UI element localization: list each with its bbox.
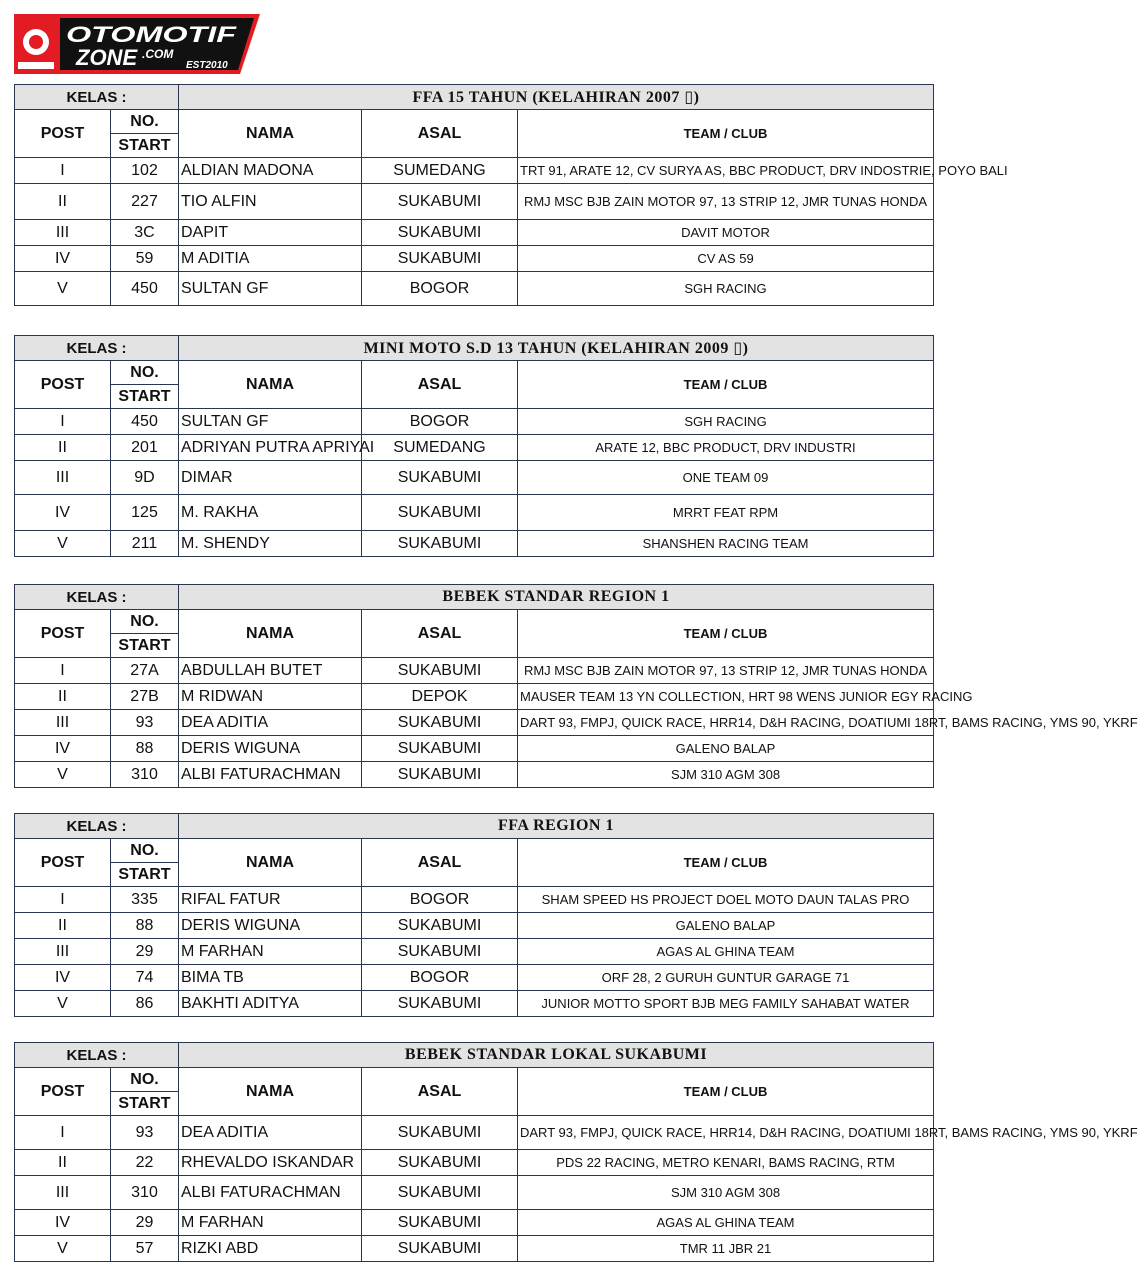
header-team: TEAM / CLUB: [518, 361, 934, 409]
header-start: START: [111, 634, 179, 658]
team-club-cell: SJM 310 AGM 308: [518, 762, 934, 788]
start-number-cell: 310: [111, 762, 179, 788]
rider-name-cell: ABDULLAH BUTET: [179, 658, 362, 684]
rider-name-cell: RHEVALDO ISKANDAR: [179, 1150, 362, 1176]
svg-text:.COM: .COM: [142, 47, 174, 61]
origin-cell: SUKABUMI: [362, 1176, 518, 1210]
start-number-cell: 86: [111, 991, 179, 1017]
team-club-cell: GALENO BALAP: [518, 736, 934, 762]
table-row: [15, 184, 934, 220]
table-row: [15, 762, 934, 788]
rider-name-cell: DEA ADITIA: [179, 710, 362, 736]
header-nama: NAMA: [179, 839, 362, 887]
column-header-row: [15, 839, 934, 863]
start-number-cell: 27B: [111, 684, 179, 710]
header-start: START: [111, 1092, 179, 1116]
svg-text:EST2010: EST2010: [186, 60, 228, 71]
team-club-cell: DAVIT MOTOR: [518, 220, 934, 246]
team-club-cell: SJM 310 AGM 308: [518, 1176, 934, 1210]
position-cell: IV: [15, 1210, 111, 1236]
start-number-cell: 211: [111, 531, 179, 557]
svg-text:ZONE: ZONE: [76, 45, 138, 70]
header-no: NO.: [111, 610, 179, 634]
team-club-cell: ORF 28, 2 GURUH GUNTUR GARAGE 71: [518, 965, 934, 991]
table-row: [15, 684, 934, 710]
position-cell: III: [15, 461, 111, 495]
origin-cell: SUKABUMI: [362, 1116, 518, 1150]
origin-cell: SUKABUMI: [362, 246, 518, 272]
team-club-cell: SHANSHEN RACING TEAM: [518, 531, 934, 557]
table-row: [15, 1116, 934, 1150]
rider-name-cell: DIMAR: [179, 461, 362, 495]
start-number-cell: 57: [111, 1236, 179, 1262]
kelas-label: KELAS :: [15, 85, 179, 110]
rider-name-cell: DAPIT: [179, 220, 362, 246]
start-number-cell: 59: [111, 246, 179, 272]
header-no: NO.: [111, 1068, 179, 1092]
rider-name-cell: M RIDWAN: [179, 684, 362, 710]
origin-cell: SUKABUMI: [362, 531, 518, 557]
start-number-cell: 450: [111, 409, 179, 435]
rider-name-cell: M FARHAN: [179, 939, 362, 965]
header-asal: ASAL: [362, 610, 518, 658]
origin-cell: SUKABUMI: [362, 991, 518, 1017]
class-name: BEBEK STANDAR LOKAL SUKABUMI: [179, 1043, 934, 1068]
table-row: [15, 913, 934, 939]
origin-cell: SUKABUMI: [362, 1150, 518, 1176]
table-row: [15, 887, 934, 913]
position-cell: II: [15, 913, 111, 939]
origin-cell: DEPOK: [362, 684, 518, 710]
header-asal: ASAL: [362, 1068, 518, 1116]
origin-cell: SUKABUMI: [362, 495, 518, 531]
otomotifzone-logo: [14, 14, 260, 74]
origin-cell: SUKABUMI: [362, 913, 518, 939]
team-club-cell: TRT 91, ARATE 12, CV SURYA AS, BBC PRODUCT, DRV INDOSTRIE, POYO BALI: [518, 158, 934, 184]
rider-name-cell: M FARHAN: [179, 1210, 362, 1236]
class-title-row: [15, 1043, 934, 1068]
header-post: POST: [15, 361, 111, 409]
table-row: [15, 272, 934, 306]
table-row: [15, 495, 934, 531]
column-header-row: [15, 1068, 934, 1092]
position-cell: V: [15, 531, 111, 557]
header-no: NO.: [111, 110, 179, 134]
position-cell: V: [15, 762, 111, 788]
table-row: [15, 1210, 934, 1236]
column-header-row: [15, 361, 934, 385]
rider-name-cell: ALBI FATURACHMAN: [179, 1176, 362, 1210]
origin-cell: SUKABUMI: [362, 1210, 518, 1236]
rider-name-cell: TIO ALFIN: [179, 184, 362, 220]
rider-name-cell: M. SHENDY: [179, 531, 362, 557]
kelas-label: KELAS :: [15, 1043, 179, 1068]
results-table: [14, 335, 934, 557]
start-number-cell: 93: [111, 1116, 179, 1150]
rider-name-cell: ALBI FATURACHMAN: [179, 762, 362, 788]
header-team: TEAM / CLUB: [518, 610, 934, 658]
svg-text:OTOMOTIF: OTOMOTIF: [66, 22, 237, 47]
start-number-cell: 450: [111, 272, 179, 306]
start-number-cell: 93: [111, 710, 179, 736]
header-nama: NAMA: [179, 610, 362, 658]
position-cell: I: [15, 887, 111, 913]
rider-name-cell: ALDIAN MADONA: [179, 158, 362, 184]
position-cell: II: [15, 184, 111, 220]
origin-cell: SUKABUMI: [362, 1236, 518, 1262]
team-club-cell: RMJ MSC BJB ZAIN MOTOR 97, 13 STRIP 12, JMR TUNAS HONDA: [518, 658, 934, 684]
table-row: [15, 246, 934, 272]
team-club-cell: ARATE 12, BBC PRODUCT, DRV INDUSTRI: [518, 435, 934, 461]
position-cell: I: [15, 158, 111, 184]
results-table: [14, 84, 1008, 306]
kelas-label: KELAS :: [15, 585, 179, 610]
table-row: [15, 1176, 934, 1210]
origin-cell: SUKABUMI: [362, 184, 518, 220]
header-post: POST: [15, 839, 111, 887]
table-row: [15, 965, 934, 991]
team-club-cell: MAUSER TEAM 13 YN COLLECTION, HRT 98 WENS JUNIOR EGY RACING: [518, 684, 934, 710]
class-name: FFA REGION 1: [179, 814, 934, 839]
table-row: [15, 710, 934, 736]
team-club-cell: PDS 22 RACING, METRO KENARI, BAMS RACING, RTM: [518, 1150, 934, 1176]
header-team: TEAM / CLUB: [518, 1068, 934, 1116]
start-number-cell: 102: [111, 158, 179, 184]
rider-name-cell: ADRIYAN PUTRA APRIYAI: [179, 435, 362, 461]
start-number-cell: 125: [111, 495, 179, 531]
header-start: START: [111, 134, 179, 158]
table-row: [15, 658, 934, 684]
header-no: NO.: [111, 361, 179, 385]
start-number-cell: 27A: [111, 658, 179, 684]
results-table: [14, 1042, 1138, 1262]
header-nama: NAMA: [179, 1068, 362, 1116]
rider-name-cell: M. RAKHA: [179, 495, 362, 531]
table-row: [15, 435, 934, 461]
results-table: [14, 813, 934, 1017]
position-cell: III: [15, 939, 111, 965]
start-number-cell: 9D: [111, 461, 179, 495]
class-name: FFA 15 TAHUN (KELAHIRAN 2007 ▯): [179, 85, 934, 110]
header-start: START: [111, 385, 179, 409]
team-club-cell: SGH RACING: [518, 409, 934, 435]
start-number-cell: 29: [111, 939, 179, 965]
rider-name-cell: DERIS WIGUNA: [179, 913, 362, 939]
start-number-cell: 3C: [111, 220, 179, 246]
rider-name-cell: DERIS WIGUNA: [179, 736, 362, 762]
header-asal: ASAL: [362, 110, 518, 158]
position-cell: IV: [15, 965, 111, 991]
team-club-cell: RMJ MSC BJB ZAIN MOTOR 97, 13 STRIP 12, JMR TUNAS HONDA: [518, 184, 934, 220]
header-nama: NAMA: [179, 110, 362, 158]
start-number-cell: 22: [111, 1150, 179, 1176]
start-number-cell: 74: [111, 965, 179, 991]
header-start: START: [111, 863, 179, 887]
origin-cell: BOGOR: [362, 965, 518, 991]
position-cell: III: [15, 710, 111, 736]
class-name: MINI MOTO S.D 13 TAHUN (KELAHIRAN 2009 ▯): [179, 336, 934, 361]
position-cell: III: [15, 220, 111, 246]
origin-cell: SUMEDANG: [362, 158, 518, 184]
header-team: TEAM / CLUB: [518, 839, 934, 887]
start-number-cell: 88: [111, 913, 179, 939]
team-club-cell: MRRT FEAT RPM: [518, 495, 934, 531]
start-number-cell: 335: [111, 887, 179, 913]
table-row: [15, 158, 934, 184]
origin-cell: SUKABUMI: [362, 736, 518, 762]
team-club-cell: SGH RACING: [518, 272, 934, 306]
team-club-cell: CV AS 59: [518, 246, 934, 272]
position-cell: IV: [15, 495, 111, 531]
column-header-row: [15, 610, 934, 634]
table-row: [15, 939, 934, 965]
team-club-cell: JUNIOR MOTTO SPORT BJB MEG FAMILY SAHABAT WATER: [518, 991, 934, 1017]
team-club-cell: DART 93, FMPJ, QUICK RACE, HRR14, D&H RACING, DOATIUMI 18RT, BAMS RACING, YMS 90, YKRF: [518, 1116, 934, 1150]
rider-name-cell: M ADITIA: [179, 246, 362, 272]
start-number-cell: 201: [111, 435, 179, 461]
team-club-cell: AGAS AL GHINA TEAM: [518, 939, 934, 965]
rider-name-cell: DEA ADITIA: [179, 1116, 362, 1150]
kelas-label: KELAS :: [15, 336, 179, 361]
position-cell: I: [15, 409, 111, 435]
origin-cell: SUKABUMI: [362, 710, 518, 736]
position-cell: V: [15, 991, 111, 1017]
header-team: TEAM / CLUB: [518, 110, 934, 158]
kelas-label: KELAS :: [15, 814, 179, 839]
start-number-cell: 88: [111, 736, 179, 762]
table-row: [15, 461, 934, 495]
header-post: POST: [15, 610, 111, 658]
team-club-cell: GALENO BALAP: [518, 913, 934, 939]
team-club-cell: TMR 11 JBR 21: [518, 1236, 934, 1262]
origin-cell: SUKABUMI: [362, 939, 518, 965]
position-cell: V: [15, 272, 111, 306]
position-cell: IV: [15, 246, 111, 272]
position-cell: II: [15, 435, 111, 461]
position-cell: II: [15, 684, 111, 710]
table-row: [15, 409, 934, 435]
position-cell: V: [15, 1236, 111, 1262]
table-row: [15, 991, 934, 1017]
table-row: [15, 736, 934, 762]
header-nama: NAMA: [179, 361, 362, 409]
origin-cell: BOGOR: [362, 409, 518, 435]
header-post: POST: [15, 1068, 111, 1116]
origin-cell: SUKABUMI: [362, 762, 518, 788]
rider-name-cell: RIFAL FATUR: [179, 887, 362, 913]
position-cell: IV: [15, 736, 111, 762]
results-table: [14, 584, 1138, 788]
table-row: [15, 531, 934, 557]
position-cell: I: [15, 1116, 111, 1150]
rider-name-cell: SULTAN GF: [179, 409, 362, 435]
team-club-cell: DART 93, FMPJ, QUICK RACE, HRR14, D&H RACING, DOATIUMI 18RT, BAMS RACING, YMS 90, YKRF: [518, 710, 934, 736]
start-number-cell: 227: [111, 184, 179, 220]
origin-cell: BOGOR: [362, 272, 518, 306]
header-asal: ASAL: [362, 839, 518, 887]
table-row: [15, 1150, 934, 1176]
class-title-row: [15, 814, 934, 839]
origin-cell: SUKABUMI: [362, 461, 518, 495]
header-no: NO.: [111, 839, 179, 863]
position-cell: III: [15, 1176, 111, 1210]
header-post: POST: [15, 110, 111, 158]
table-row: [15, 1236, 934, 1262]
rider-name-cell: RIZKI ABD: [179, 1236, 362, 1262]
origin-cell: SUKABUMI: [362, 220, 518, 246]
origin-cell: SUKABUMI: [362, 658, 518, 684]
origin-cell: SUMEDANG: [362, 435, 518, 461]
team-club-cell: AGAS AL GHINA TEAM: [518, 1210, 934, 1236]
position-cell: I: [15, 658, 111, 684]
rider-name-cell: BAKHTI ADITYA: [179, 991, 362, 1017]
team-club-cell: ONE TEAM 09: [518, 461, 934, 495]
rider-name-cell: SULTAN GF: [179, 272, 362, 306]
column-header-row: [15, 110, 934, 134]
header-asal: ASAL: [362, 361, 518, 409]
class-title-row: [15, 585, 934, 610]
team-club-cell: SHAM SPEED HS PROJECT DOEL MOTO DAUN TALAS PRO: [518, 887, 934, 913]
class-title-row: [15, 85, 934, 110]
class-title-row: [15, 336, 934, 361]
origin-cell: BOGOR: [362, 887, 518, 913]
position-cell: II: [15, 1150, 111, 1176]
class-name: BEBEK STANDAR REGION 1: [179, 585, 934, 610]
rider-name-cell: BIMA TB: [179, 965, 362, 991]
start-number-cell: 29: [111, 1210, 179, 1236]
start-number-cell: 310: [111, 1176, 179, 1210]
table-row: [15, 220, 934, 246]
